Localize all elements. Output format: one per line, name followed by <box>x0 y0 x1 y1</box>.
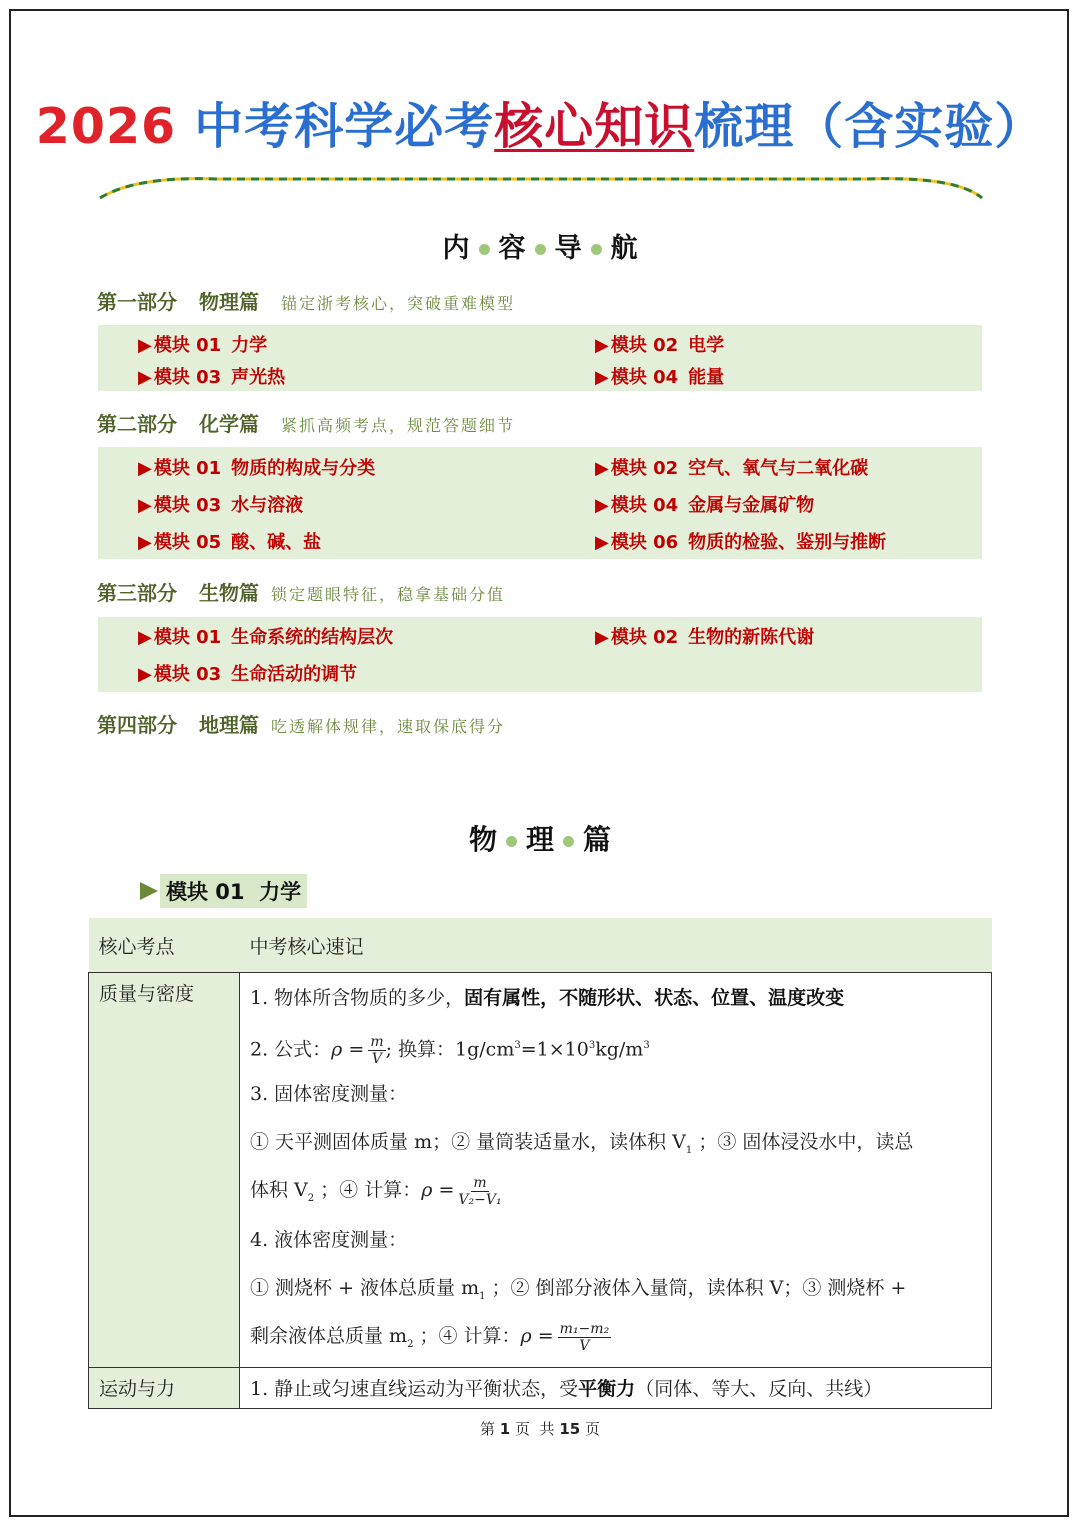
part-name: 生物篇 <box>199 581 259 605</box>
fraction: $\frac{m}{\text{V₂−V₁}}$ <box>458 1174 502 1208</box>
module-label: 模块 01 力学 <box>160 874 307 908</box>
toc-part-geography[interactable] <box>97 709 505 738</box>
toc-module-item[interactable]: ▶ 模块 01 力学 <box>138 335 268 356</box>
row-notes: 1. 静止或匀速直线运动为平衡状态，受平衡力（同体、等大、反向、共线） <box>240 1368 992 1409</box>
part-subtitle: 吃透解体规律，速取保底得分 <box>271 717 506 736</box>
toc-heading-char: 航 <box>610 233 638 264</box>
note-line: 剩余液体总质量 $m_2$ ；④ 计算：ρ = $\frac{\text{m₁−m₂}}{V}$ <box>250 1320 610 1354</box>
fraction: $\frac{m}{V}$ <box>370 1033 384 1067</box>
physics-heading-char: 理 <box>525 823 554 856</box>
toc-heading-char: 导 <box>554 233 582 264</box>
dot-icon <box>479 244 490 255</box>
title-part2: 梳理（含实验） <box>694 98 1045 155</box>
part-number: 第二部分 <box>97 412 177 436</box>
note-line: 3. 固体密度测量： <box>250 1083 408 1105</box>
physics-module-list <box>98 325 982 391</box>
decorative-wave-divider <box>96 172 986 206</box>
part-subtitle: 紧抓高频考点，规范答题细节 <box>281 416 516 435</box>
table-row <box>89 1368 992 1409</box>
part-name: 物理篇 <box>199 290 259 314</box>
note-line: ① 天平测固体质量 m；② 量筒装适量水，读体积 $V_1$ ；③ 固体浸没水中，读总 <box>250 1131 914 1156</box>
toc-heading <box>0 226 1080 265</box>
toc-part-chemistry[interactable] <box>97 408 515 437</box>
part-number: 第四部分 <box>97 713 177 737</box>
part-number: 第三部分 <box>97 581 177 605</box>
part-subtitle: 锚定浙考核心，突破重难模型 <box>281 294 516 313</box>
page-number: 1 <box>499 1420 511 1438</box>
toc-module-item[interactable]: ▶ 模块 01 物质的构成与分类 <box>138 458 376 479</box>
toc-module-item[interactable]: ▶ 模块 04 能量 <box>595 367 725 388</box>
toc-heading-char: 内 <box>442 233 470 264</box>
note-line: ① 测烧杯 + 液体总质量 $m_1$ ；② 倒部分液体入量筒，读体积 V；③ 测烧杯 + <box>250 1277 907 1302</box>
toc-module-item[interactable]: ▶ 模块 03 声光热 <box>138 367 286 388</box>
note-line: 体积 $V_2$ ；④ 计算：ρ = $\frac{m}{\text{V₂−V₁}}$ <box>250 1174 502 1208</box>
page-footer: 第 1 页 共 15 页 <box>479 1420 600 1438</box>
toc-module-item[interactable]: ▶ 模块 02 电学 <box>595 335 725 356</box>
physics-heading-char: 篇 <box>583 823 612 856</box>
biology-module-list <box>98 617 982 692</box>
note-line: 4. 液体密度测量： <box>250 1229 408 1251</box>
note-line: 2. 公式：ρ = $\frac{m}{V}$ ; 换算：$1g/cm^3=1\times 10^3kg/m^3$ <box>250 1033 650 1067</box>
part-name: 地理篇 <box>199 713 259 737</box>
toc-module-item[interactable]: ▶ 模块 04 金属与金属矿物 <box>595 495 815 516</box>
title-highlight: 核心知识 <box>494 98 695 155</box>
toc-module-item[interactable]: ▶ 模块 02 生物的新陈代谢 <box>595 627 815 648</box>
fraction: $\frac{\text{m₁−m₂}}{V}$ <box>559 1320 610 1354</box>
toc-part-biology[interactable] <box>97 577 505 606</box>
header-notes: 中考核心速记 <box>240 918 992 973</box>
module-heading <box>140 874 307 908</box>
dot-icon <box>591 244 602 255</box>
page-total: 15 <box>559 1420 581 1438</box>
toc-heading-char: 容 <box>498 233 526 264</box>
toc-module-item[interactable]: ▶ 模块 03 水与溶液 <box>138 495 304 516</box>
dot-icon <box>563 836 574 847</box>
table-row <box>89 973 992 1368</box>
knowledge-table <box>88 918 992 1409</box>
part-number: 第一部分 <box>97 290 177 314</box>
document-title <box>0 88 1080 158</box>
chemistry-module-list <box>98 447 982 559</box>
toc-module-item[interactable]: ▶ 模块 05 酸、碱、盐 <box>138 532 322 553</box>
arrow-icon <box>140 882 158 900</box>
toc-module-item[interactable]: ▶ 模块 02 空气、氧气与二氧化碳 <box>595 458 869 479</box>
part-subtitle: 锁定题眼特征，稳拿基础分值 <box>271 585 506 604</box>
title-part1: 中考科学必考 <box>194 98 495 155</box>
toc-module-item[interactable]: ▶ 模块 01 生命系统的结构层次 <box>138 627 394 648</box>
physics-heading <box>0 818 1080 858</box>
row-topic: 运动与力 <box>89 1368 240 1409</box>
toc-module-item[interactable]: ▶ 模块 06 物质的检验、鉴别与推断 <box>595 532 887 553</box>
dot-icon <box>506 836 517 847</box>
note-line: 1. 物体所含物质的多少，固有属性，不随形状、状态、位置、温度改变 <box>250 987 845 1009</box>
row-notes <box>240 973 992 1368</box>
header-topic: 核心考点 <box>89 918 240 973</box>
dot-icon <box>535 244 546 255</box>
toc-part-physics[interactable] <box>97 286 515 315</box>
title-year: 2026 <box>35 98 177 155</box>
row-topic: 质量与密度 <box>89 973 240 1368</box>
table-header-row <box>89 918 992 973</box>
part-name: 化学篇 <box>199 412 259 436</box>
physics-heading-char: 物 <box>468 823 497 856</box>
toc-module-item[interactable]: ▶ 模块 03 生命活动的调节 <box>138 664 358 685</box>
